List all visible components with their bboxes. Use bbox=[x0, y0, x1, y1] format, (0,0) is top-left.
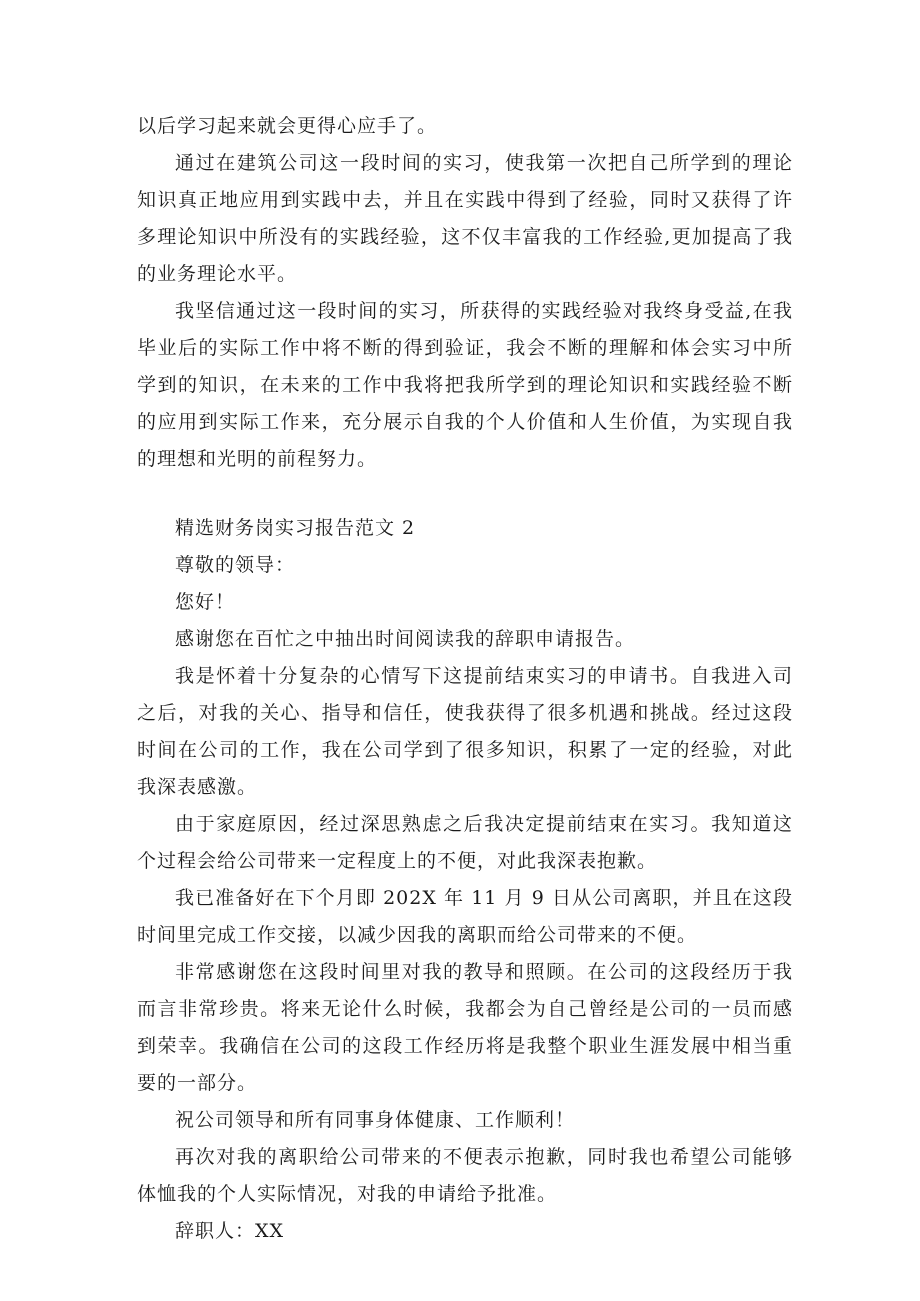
paragraph-continuation: 以后学习起来就会更得心应手了。 bbox=[137, 115, 438, 137]
paragraph-apology: 再次对我的离职给公司带来的不便表示抱歉，同时我也希望公司能够体恤我的个人实际情况，对我的申请给予批准。 bbox=[137, 1146, 793, 1205]
paragraph-intro: 我是怀着十分复杂的心情写下这提前结束实习的申请书。自我进入司之后，对我的关心、指导和信任，使我获得了很多机遇和挑战。经过这段时间在公司的工作，我在公司学到了很多知识，积累了一定的经验，对此我深表感激。 bbox=[137, 665, 793, 798]
paragraph-wishes: 祝公司领导和所有同事身体健康、工作顺利！ bbox=[175, 1109, 576, 1131]
section-title: 精选财务岗实习报告范文 2 bbox=[175, 517, 416, 539]
greeting: 您好！ bbox=[175, 591, 236, 613]
signature: 辞职人：XX bbox=[175, 1220, 285, 1242]
paragraph-gratitude: 非常感谢您在这段时间里对我的教导和照顾。在公司的这段经历于我而言非常珍贵。将来无论什么时候，我都会为自己曾经是公司的一员而感到荣幸。我确信在公司的这段工作经历将是我整个职业生涯发展中相当重要的一部分。 bbox=[137, 961, 793, 1094]
document-body bbox=[137, 108, 793, 1250]
paragraph-departure-date: 我已准备好在下个月即 202X 年 11 月 9 日从公司离职，并且在这段时间里完成工作交接，以减少因我的离职而给公司带来的不便。 bbox=[137, 887, 793, 946]
paragraph-thanks: 感谢您在百忙之中抽出时间阅读我的辞职申请报告。 bbox=[175, 628, 636, 650]
salutation: 尊敬的领导： bbox=[175, 554, 296, 576]
section-spacer bbox=[137, 478, 793, 510]
paragraph-reason: 由于家庭原因，经过深思熟虑之后我决定提前结束在实习。我知道这个过程会给公司带来一定程度上的不便，对此我深表抱歉。 bbox=[137, 813, 793, 872]
paragraph-conclusion: 我坚信通过这一段时间的实习，所获得的实践经验对我终身受益,在我毕业后的实际工作中将不断的得到验证，我会不断的理解和体会实习中所学到的知识，在未来的工作中我将把我所学到的理论知识和实践经验不断的应用到实际工作来，充分展示自我的个人价值和人生价值，为实现自我的理想和光明的前程努力。 bbox=[137, 300, 793, 470]
paragraph-practice-summary: 通过在建筑公司这一段时间的实习，使我第一次把自己所学到的理论知识真正地应用到实践中去，并且在实践中得到了经验，同时又获得了许多理论知识中所没有的实践经验，这不仅丰富我的工作经验,更加提高了我的业务理论水平。 bbox=[137, 152, 793, 285]
